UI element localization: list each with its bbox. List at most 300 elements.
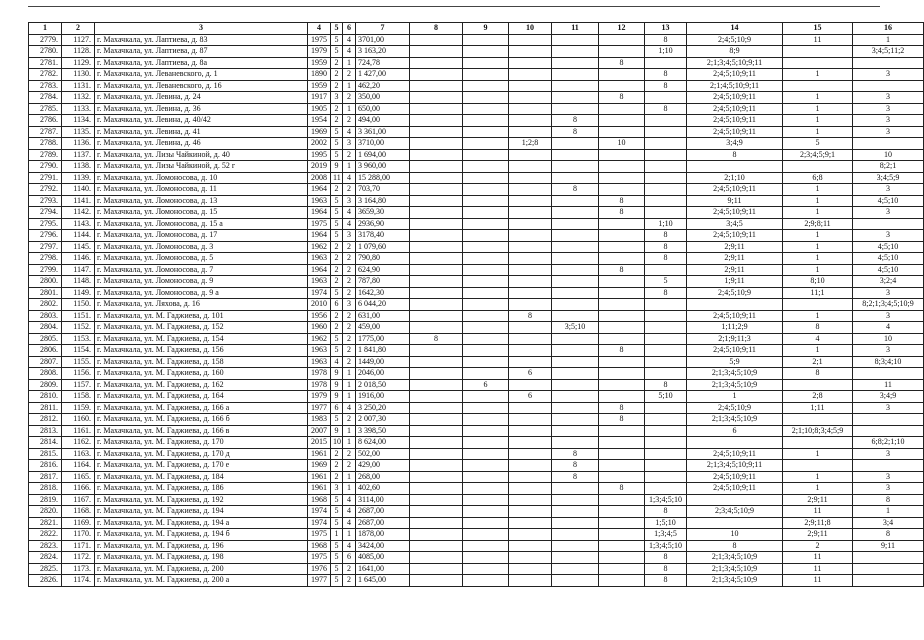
table-cell: 5: [331, 46, 343, 58]
table-cell: 650,00: [356, 103, 410, 115]
table-cell: [599, 241, 645, 253]
table-cell: [645, 471, 687, 483]
table-cell: г. Махачкала, ул. М. Гаджиева, д. 170: [95, 437, 308, 449]
table-cell: 1: [783, 230, 853, 242]
table-cell: 1: [343, 161, 356, 173]
table-cell: 2805.: [29, 333, 62, 345]
table-cell: 2;4;5;10;9;11: [687, 92, 783, 104]
table-cell: 4: [343, 218, 356, 230]
table-cell: г. Махачкала, ул. Ломоносова, д. 15: [95, 207, 308, 219]
column-header-5: 5: [331, 23, 343, 35]
table-cell: г. Махачкала, ул. М. Гаджиева, д. 164: [95, 391, 308, 403]
table-cell: [463, 253, 509, 265]
table-cell: 1;5;10: [645, 517, 687, 529]
table-cell: [687, 437, 783, 449]
table-cell: 8: [645, 230, 687, 242]
table-cell: 4: [343, 46, 356, 58]
table-cell: [645, 483, 687, 495]
column-header-6: 6: [343, 23, 356, 35]
table-cell: 11;1: [783, 287, 853, 299]
table-cell: г. Махачкала, ул. М. Гаджиева, д. 101: [95, 310, 308, 322]
table-cell: 1975: [308, 529, 331, 541]
table-cell: 8: [687, 540, 783, 552]
table-cell: 2;3;4;5;10;9: [687, 506, 783, 518]
table-cell: г. Махачкала, ул. М. Гаджиева, д. 186: [95, 483, 308, 495]
table-cell: 2;4;5;10;9;11: [687, 230, 783, 242]
table-cell: 4: [343, 540, 356, 552]
table-cell: [687, 517, 783, 529]
table-cell: [599, 149, 645, 161]
table-cell: [410, 356, 463, 368]
table-cell: [463, 241, 509, 253]
table-cell: [509, 103, 552, 115]
table-cell: 2;4;5;10;9;11: [687, 471, 783, 483]
table-cell: 1968: [308, 540, 331, 552]
table-cell: 2: [343, 414, 356, 426]
table-cell: [509, 80, 552, 92]
table-cell: 2: [343, 563, 356, 575]
table-cell: [410, 575, 463, 587]
table-cell: [552, 253, 599, 265]
table-row: [29, 103, 924, 115]
table-cell: 2826.: [29, 575, 62, 587]
table-cell: 3: [853, 345, 924, 357]
table-cell: 1: [783, 115, 853, 127]
table-cell: 9;11: [853, 540, 924, 552]
table-cell: 1149.: [62, 287, 95, 299]
table-cell: 2;8: [783, 391, 853, 403]
table-cell: 3;4;5;9: [853, 172, 924, 184]
table-cell: 10: [331, 437, 343, 449]
table-cell: [509, 506, 552, 518]
table-cell: 2;3;4;5;9;1: [783, 149, 853, 161]
table-cell: 2;1;4;5;10;9;11: [687, 80, 783, 92]
table-cell: 3;4;9: [687, 138, 783, 150]
table-cell: 2782.: [29, 69, 62, 81]
table-cell: [853, 57, 924, 69]
table-cell: 2798.: [29, 253, 62, 265]
table-row: [29, 402, 924, 414]
table-cell: [599, 517, 645, 529]
table-cell: [687, 161, 783, 173]
table-cell: г. Махачкала, ул. Лаптиева, д. 87: [95, 46, 308, 58]
table-cell: 1: [343, 425, 356, 437]
table-cell: 1;10: [645, 218, 687, 230]
table-cell: 1143.: [62, 218, 95, 230]
table-cell: [463, 425, 509, 437]
table-cell: [645, 126, 687, 138]
table-cell: [410, 414, 463, 426]
table-cell: [410, 34, 463, 46]
table-cell: [463, 299, 509, 311]
table-cell: 1 079,60: [356, 241, 410, 253]
table-cell: [552, 264, 599, 276]
table-cell: 5: [783, 138, 853, 150]
table-cell: 4: [331, 356, 343, 368]
table-cell: 4: [343, 126, 356, 138]
table-cell: [463, 437, 509, 449]
table-cell: [410, 322, 463, 334]
table-cell: 1142.: [62, 207, 95, 219]
table-cell: [509, 345, 552, 357]
table-cell: 2792.: [29, 184, 62, 196]
table-row: [29, 218, 924, 230]
table-cell: [509, 575, 552, 587]
table-cell: 6 044,20: [356, 299, 410, 311]
table-cell: [509, 322, 552, 334]
table-cell: 1964: [308, 230, 331, 242]
table-cell: [509, 207, 552, 219]
table-cell: [645, 161, 687, 173]
table-cell: [410, 299, 463, 311]
table-cell: г. Махачкала, ул. Ломоносова, д. 3: [95, 241, 308, 253]
table-cell: 1978: [308, 368, 331, 380]
table-cell: г. Махачкала, ул. Левина, д. 36: [95, 103, 308, 115]
table-cell: [552, 287, 599, 299]
table-cell: 3;4: [853, 517, 924, 529]
table-cell: 4: [343, 207, 356, 219]
table-cell: 724,78: [356, 57, 410, 69]
table-row: [29, 494, 924, 506]
table-cell: 1974: [308, 506, 331, 518]
table-cell: 3;4;5;11;2: [853, 46, 924, 58]
table-cell: 3: [853, 69, 924, 81]
table-cell: 2;4;5;10;9;11: [687, 448, 783, 460]
column-header-13: 13: [645, 23, 687, 35]
table-cell: 1969: [308, 460, 331, 472]
table-row: [29, 310, 924, 322]
table-cell: [410, 494, 463, 506]
table-cell: [783, 437, 853, 449]
table-cell: [645, 92, 687, 104]
table-row: [29, 483, 924, 495]
table-cell: 494,00: [356, 115, 410, 127]
table-cell: [410, 92, 463, 104]
table-cell: 2: [331, 253, 343, 265]
table-cell: [599, 333, 645, 345]
table-cell: 11: [853, 379, 924, 391]
table-cell: 3;4;9: [853, 391, 924, 403]
table-cell: [783, 46, 853, 58]
table-cell: [509, 552, 552, 564]
table-cell: [463, 368, 509, 380]
table-cell: [853, 563, 924, 575]
table-row: [29, 241, 924, 253]
table-cell: 2810.: [29, 391, 62, 403]
table-cell: 5: [331, 126, 343, 138]
table-cell: 3: [853, 103, 924, 115]
table-cell: [645, 402, 687, 414]
table-cell: 1: [783, 69, 853, 81]
table-cell: 1961: [308, 448, 331, 460]
table-cell: [509, 218, 552, 230]
table-cell: 4: [343, 506, 356, 518]
table-cell: 1165.: [62, 471, 95, 483]
table-cell: 8 624,00: [356, 437, 410, 449]
table-cell: [783, 57, 853, 69]
table-cell: 787,80: [356, 276, 410, 288]
table-cell: [599, 322, 645, 334]
table-cell: 4: [343, 402, 356, 414]
table-cell: 2801.: [29, 287, 62, 299]
table-cell: 2825.: [29, 563, 62, 575]
table-cell: 2;4;5;10;9;11: [687, 310, 783, 322]
table-cell: [463, 391, 509, 403]
table-row: [29, 34, 924, 46]
table-cell: [463, 287, 509, 299]
table-row: [29, 115, 924, 127]
table-cell: 2;1: [783, 356, 853, 368]
table-cell: 2786.: [29, 115, 62, 127]
table-cell: 1131.: [62, 80, 95, 92]
table-cell: [552, 345, 599, 357]
table-cell: [645, 264, 687, 276]
table-cell: 5: [331, 230, 343, 242]
table-cell: 1132.: [62, 92, 95, 104]
table-cell: 1956: [308, 310, 331, 322]
table-cell: 8: [783, 322, 853, 334]
table-cell: [645, 333, 687, 345]
table-cell: [463, 471, 509, 483]
table-cell: 6: [687, 425, 783, 437]
table-cell: 3: [853, 483, 924, 495]
table-cell: 4;5;10: [853, 241, 924, 253]
table-cell: [552, 425, 599, 437]
table-cell: г. Махачкала, ул. М. Гаджиева, д. 170 е: [95, 460, 308, 472]
column-header-16: 16: [853, 23, 924, 35]
table-cell: 2: [331, 80, 343, 92]
table-cell: г. Махачкала, ул. Лаптиева, д. 83: [95, 34, 308, 46]
table-cell: [410, 172, 463, 184]
table-cell: 3: [853, 402, 924, 414]
column-header-10: 10: [509, 23, 552, 35]
table-cell: [599, 494, 645, 506]
table-cell: 1963: [308, 253, 331, 265]
column-header-3: 3: [95, 23, 308, 35]
table-cell: [552, 299, 599, 311]
table-cell: 3: [853, 92, 924, 104]
table-cell: 2780.: [29, 46, 62, 58]
table-cell: [645, 310, 687, 322]
table-cell: 6: [509, 391, 552, 403]
table-cell: [509, 115, 552, 127]
table-cell: 8: [599, 345, 645, 357]
table-cell: 3701,00: [356, 34, 410, 46]
table-cell: 2;1;3;4;5;10;9: [687, 552, 783, 564]
table-cell: [509, 276, 552, 288]
table-cell: 1;9;11: [687, 276, 783, 288]
table-cell: 2796.: [29, 230, 62, 242]
table-cell: г. Махачкала, ул. М. Гаджиева, д. 194: [95, 506, 308, 518]
table-cell: [410, 529, 463, 541]
table-cell: г. Махачкала, ул. М. Гаджиева, д. 160: [95, 368, 308, 380]
table-cell: [463, 402, 509, 414]
table-cell: 2: [343, 184, 356, 196]
table-cell: [552, 80, 599, 92]
table-cell: [463, 345, 509, 357]
table-row: [29, 138, 924, 150]
table-cell: [509, 195, 552, 207]
table-cell: 8: [552, 460, 599, 472]
table-cell: 3: [853, 184, 924, 196]
table-row: [29, 161, 924, 173]
table-cell: 3 960,00: [356, 161, 410, 173]
table-cell: 2;1;3;4;5;10;9: [687, 368, 783, 380]
table-cell: [410, 506, 463, 518]
table-cell: 8: [599, 264, 645, 276]
table-cell: 15 288,00: [356, 172, 410, 184]
table-cell: 1962: [308, 241, 331, 253]
table-cell: 1: [687, 391, 783, 403]
table-cell: [783, 379, 853, 391]
table-cell: [552, 494, 599, 506]
table-cell: 2: [331, 241, 343, 253]
table-cell: [853, 552, 924, 564]
table-cell: 3: [343, 299, 356, 311]
table-cell: [687, 299, 783, 311]
table-cell: [645, 425, 687, 437]
table-cell: 2: [331, 276, 343, 288]
table-cell: 2015: [308, 437, 331, 449]
table-cell: 1: [853, 506, 924, 518]
table-cell: г. Махачкала, ул. Ломоносова, д. 10: [95, 172, 308, 184]
table-row: [29, 540, 924, 552]
table-cell: 1964: [308, 264, 331, 276]
table-cell: 8: [599, 195, 645, 207]
table-cell: 3 398,50: [356, 425, 410, 437]
table-cell: 1959: [308, 57, 331, 69]
table-cell: [552, 241, 599, 253]
table-cell: 2;4;5;10;9;11: [687, 115, 783, 127]
table-cell: 1151.: [62, 310, 95, 322]
table-cell: 1976: [308, 563, 331, 575]
table-cell: 1968: [308, 494, 331, 506]
column-header-2: 2: [62, 23, 95, 35]
table-cell: 5: [331, 563, 343, 575]
table-cell: 5: [331, 333, 343, 345]
table-cell: г. Махачкала, ул. Ломоносова, д. 11: [95, 184, 308, 196]
table-cell: 5: [331, 414, 343, 426]
table-cell: [410, 149, 463, 161]
table-cell: 2687,00: [356, 506, 410, 518]
table-cell: [509, 471, 552, 483]
table-cell: [463, 460, 509, 472]
table-cell: [599, 437, 645, 449]
table-cell: 8: [599, 483, 645, 495]
table-cell: 8: [853, 529, 924, 541]
table-cell: 2: [343, 241, 356, 253]
table-cell: г. Махачкала, ул. Левина, д. 46: [95, 138, 308, 150]
table-cell: [552, 506, 599, 518]
header-row: [29, 23, 924, 35]
table-cell: 5: [331, 540, 343, 552]
table-cell: 5: [331, 506, 343, 518]
table-cell: [410, 425, 463, 437]
table-cell: 5: [331, 207, 343, 219]
table-row: [29, 92, 924, 104]
table-cell: [463, 517, 509, 529]
table-cell: [410, 253, 463, 265]
table-cell: 11: [331, 172, 343, 184]
table-cell: 2;1;3;4;5;10;9: [687, 379, 783, 391]
table-cell: [509, 448, 552, 460]
table-cell: 1: [783, 195, 853, 207]
table-cell: [463, 34, 509, 46]
table-cell: 1174.: [62, 575, 95, 587]
table-cell: 5: [331, 494, 343, 506]
table-cell: [599, 276, 645, 288]
table-cell: [645, 138, 687, 150]
table-cell: 1128.: [62, 46, 95, 58]
table-cell: 3178,40: [356, 230, 410, 242]
table-cell: [410, 437, 463, 449]
table-cell: 9: [331, 425, 343, 437]
table-cell: [509, 253, 552, 265]
table-cell: 631,00: [356, 310, 410, 322]
table-cell: [410, 471, 463, 483]
table-cell: г. Махачкала, ул. Лизы Чайкиной, д. 52 г: [95, 161, 308, 173]
table-cell: 2788.: [29, 138, 62, 150]
table-cell: [463, 184, 509, 196]
table-cell: [463, 333, 509, 345]
table-cell: 1977: [308, 402, 331, 414]
table-cell: 1: [783, 448, 853, 460]
table-cell: 2816.: [29, 460, 62, 472]
table-cell: [410, 563, 463, 575]
table-row: [29, 552, 924, 564]
table-cell: 1: [783, 253, 853, 265]
table-cell: г. Махачкала, ул. Лаптиева, д. 8а: [95, 57, 308, 69]
table-cell: 2;4;5;10;9: [687, 402, 783, 414]
table-cell: 8: [645, 287, 687, 299]
table-cell: 8: [552, 448, 599, 460]
table-cell: 1150.: [62, 299, 95, 311]
table-cell: 2797.: [29, 241, 62, 253]
table-cell: 2: [343, 322, 356, 334]
table-cell: [509, 161, 552, 173]
table-cell: [410, 241, 463, 253]
table-cell: 5: [331, 218, 343, 230]
table-cell: [599, 218, 645, 230]
table-cell: [463, 506, 509, 518]
table-cell: 3 164,80: [356, 195, 410, 207]
table-cell: [645, 322, 687, 334]
table-cell: 2819.: [29, 494, 62, 506]
table-cell: 3114,00: [356, 494, 410, 506]
table-cell: [552, 57, 599, 69]
table-cell: [463, 575, 509, 587]
table-cell: [410, 483, 463, 495]
table-cell: 3: [853, 115, 924, 127]
table-cell: 2010: [308, 299, 331, 311]
table-cell: 5: [331, 517, 343, 529]
table-cell: 8: [645, 253, 687, 265]
table-cell: [552, 437, 599, 449]
table-cell: 1642,30: [356, 287, 410, 299]
table-cell: 1: [343, 368, 356, 380]
table-cell: [783, 299, 853, 311]
table-cell: 2;1;10;8;3;4;5;9: [783, 425, 853, 437]
table-cell: [509, 517, 552, 529]
table-cell: 1163.: [62, 448, 95, 460]
table-cell: [853, 368, 924, 380]
table-cell: 8: [599, 92, 645, 104]
table-cell: 3: [343, 195, 356, 207]
table-cell: [410, 138, 463, 150]
table-cell: [410, 115, 463, 127]
table-cell: 1141.: [62, 195, 95, 207]
table-cell: [463, 322, 509, 334]
